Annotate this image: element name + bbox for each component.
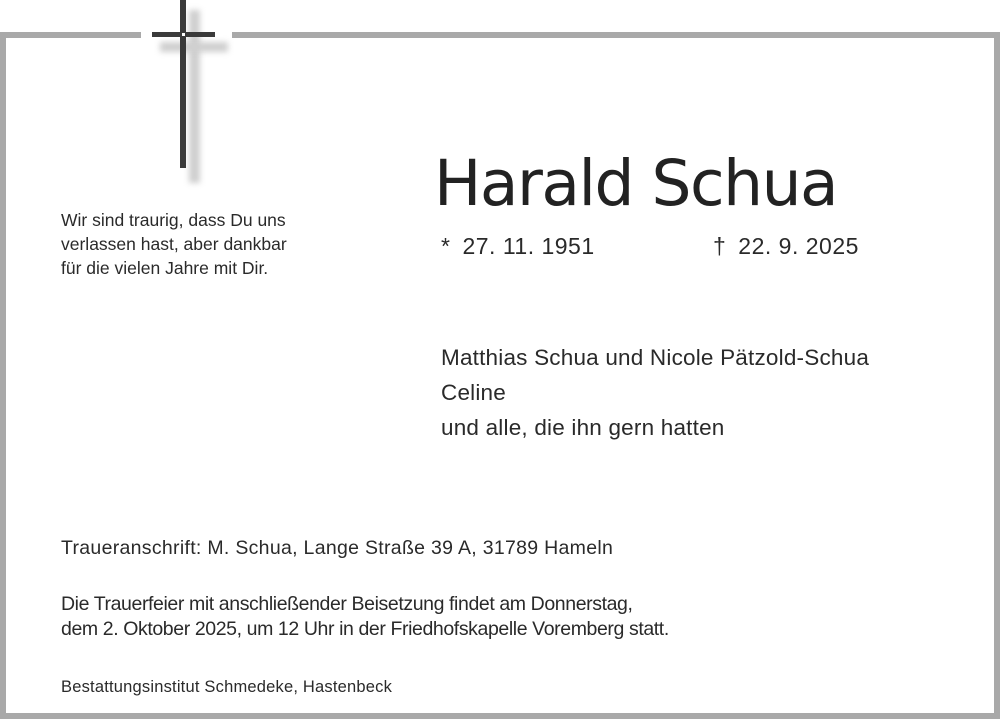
mourner-line: Celine (441, 380, 506, 405)
verse-line: für die vielen Jahre mit Dir. (61, 258, 269, 278)
mourner-line: und alle, die ihn gern hatten (441, 415, 725, 440)
mourning-address: Traueranschrift: M. Schua, Lange Straße 39 A, 31789 Hameln (61, 537, 614, 559)
born-star-icon: * (441, 233, 451, 259)
died-dagger-icon: † (713, 233, 727, 259)
cross-vertical-bar (180, 0, 186, 168)
birth-date: 27. 11. 1951 (462, 233, 595, 259)
mourner-line: Matthias Schua und Nicole Pätzold-Schua (441, 345, 870, 370)
birth-date-line (441, 231, 595, 261)
ceremony-line: Die Trauerfeier mit anschließender Beisetzung findet am Donnerstag, (61, 593, 633, 615)
mourners-list (441, 340, 869, 445)
undertaker-credit: Bestattungsinstitut Schmedeke, Hastenbeck (61, 678, 393, 696)
death-date-line (713, 231, 859, 261)
verse-line: Wir sind traurig, dass Du uns (61, 210, 286, 230)
deceased-name: Harald Schua (434, 147, 838, 220)
memorial-verse (61, 208, 287, 280)
ceremony-details (61, 592, 669, 642)
cross-center-highlight (182, 33, 185, 36)
verse-line: verlassen hast, aber dankbar (61, 234, 287, 254)
death-date: 22. 9. 2025 (738, 233, 859, 259)
cross-shadow-horizontal (160, 42, 228, 52)
ceremony-line: dem 2. Oktober 2025, um 12 Uhr in der Friedhofskapelle Voremberg statt. (61, 618, 669, 640)
